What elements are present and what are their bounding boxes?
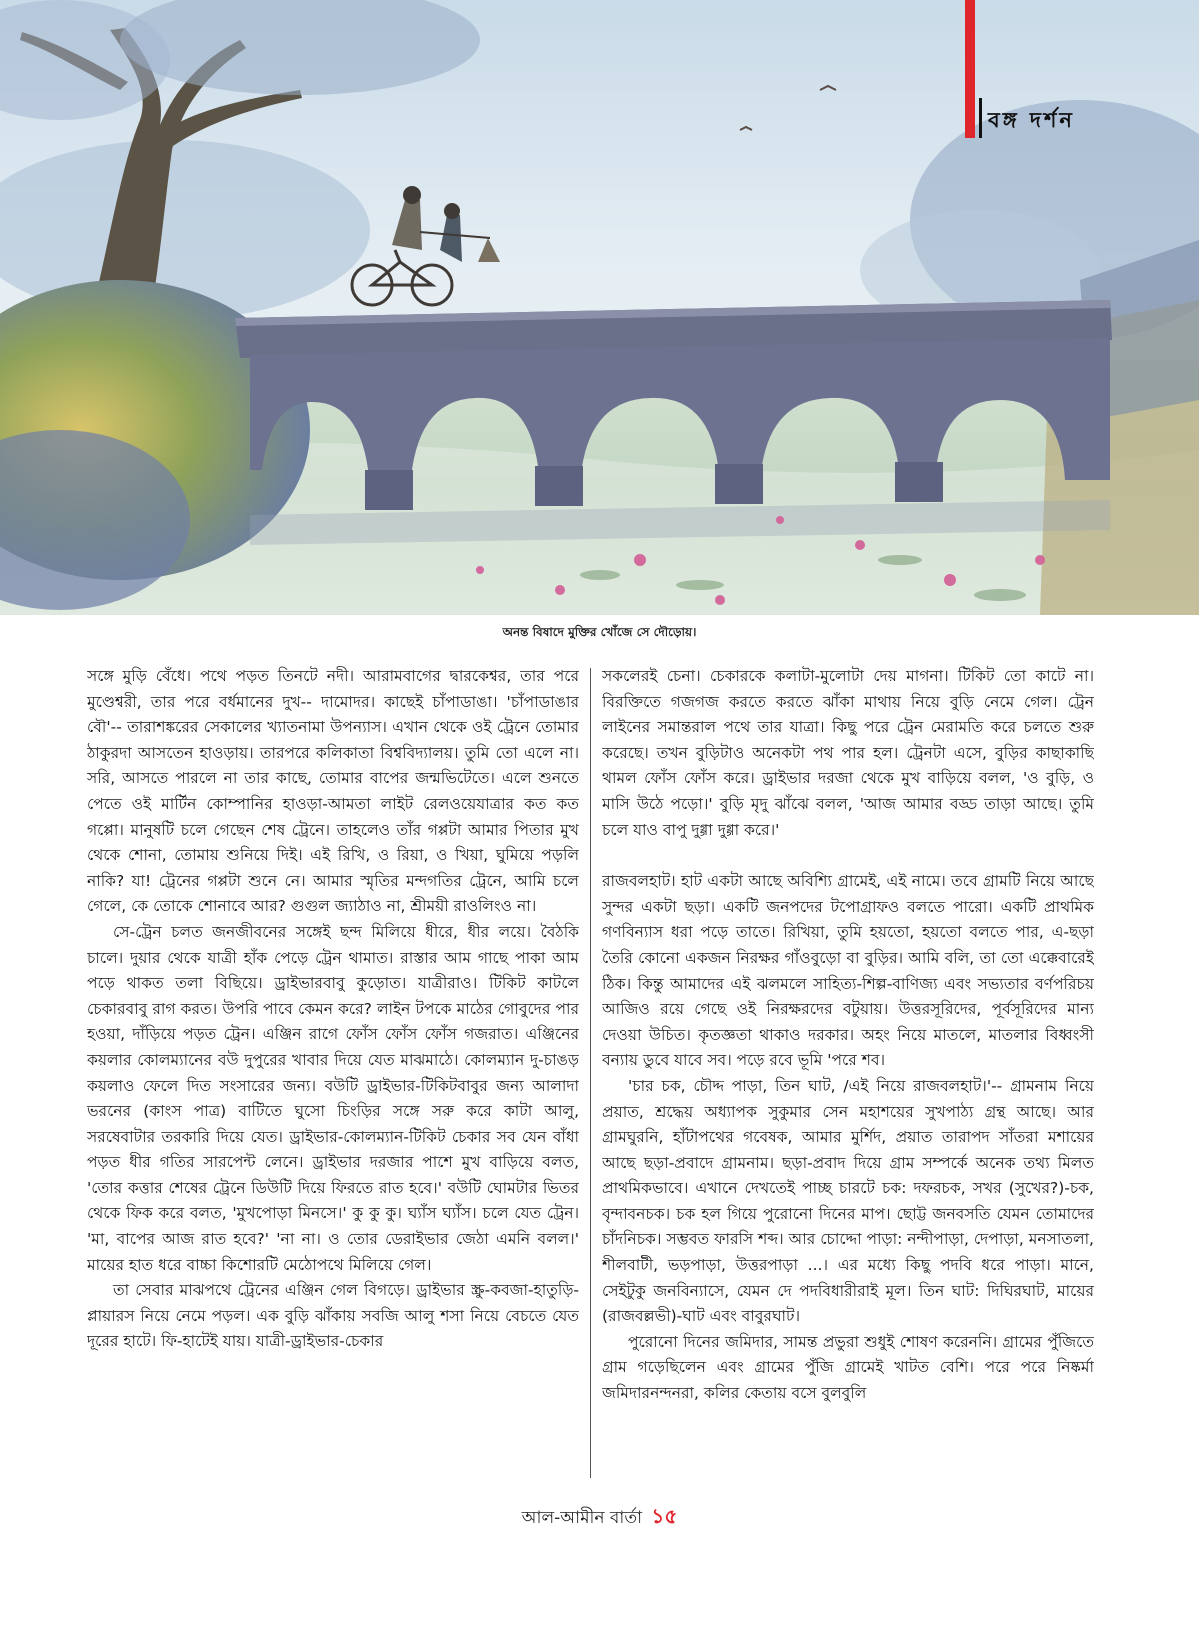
hero-illustration <box>0 0 1199 615</box>
page-footer <box>0 1502 1199 1535</box>
paragraph-gap <box>602 843 1094 869</box>
paragraph: সঙ্গে মুড়ি বেঁধে। পথে পড়ত তিনটে নদী। আরামবাগের দ্বারকেশ্বর, তার পরে মুণ্ডেশ্বরী, তার পরে বর্ধমানের দুখ-- দামোদর। কাছেই চাঁপাডাঙা। 'চাঁপাডাঙার বৌ'-- তারাশঙ্করের সেকালের খ্যাতনামা উপন্যাস। এখান থেকে ওই ট্রেনে তোমার ঠাকুরদা আসতেন হাওড়ায়। তারপরে কলিকাতা বিশ্ববিদ্যালয়। তুমি তো এলে না। সরি, আসতে পারলে না তার কাছে, তোমার বাপের জন্মভিটেতে। এলে শুনতে পেতে ওই মার্টিন কোম্পানির হাওড়া-আমতা লাইট রেলওয়েযাত্রার কত কত গপ্পো। মানুষটি চলে গেছেন শেষ ট্রেনে। তাহলেও তাঁর গপ্পটা আমার পিতার মুখ থেকে শোনা, তোমায় শুনিয়ে দিই। এই রিখি, ও রিয়া, ও খিয়া, ঘুমিয়ে পড়লি নাকি? যা! ট্রেনের গপ্পটা শুনে নে। আমার স্মৃতির মন্দগতির ট্রেনে, আমি চলে গেলে, কে তোকে শোনাবে আর? গুগুল জ্যাঠাও না, শ্রীময়ী রাওলিংও না। <box>87 667 579 916</box>
section-accent-bar <box>965 0 975 138</box>
section-divider-bar <box>979 98 982 138</box>
left-column <box>87 664 579 1482</box>
paragraph: 'চার চক, চৌদ্দ পাড়া, তিন ঘাট, /এই নিয়ে রাজবলহাট।'-- গ্রামনাম নিয়ে প্রয়াত, শ্রদ্ধেয় অধ্যাপক সুকুমার সেন মহাশয়ের সুখপাঠ্য গ্রন্থ আছে। আর গ্রামঘুরনি, হাঁটাপথের গবেষক, আমার মুর্শিদ, প্রয়াত তারাপদ সাঁতরা মশায়ের আছে ছড়া-প্রবাদে গ্রামনাম। ছড়া-প্রবাদ দিয়ে গ্রাম সম্পর্কে অনেক তথ্য মিলত প্রাথমিকভাবে। এখানে দেখতেই পাচ্ছ চারটে চক: দফরচক, সখর (সুখের?)-চক, বৃন্দাবনচক। চক হল গিয়ে পুরোনো দিনের মাপ। ছোট্ট জনবসতি যেমন তোমাদের চাঁদনিচক। সম্ভবত ফারসি শব্দ। আর চোদ্দো পাড়া: নন্দীপাড়া, দেপাড়া, মনসাতলা, শীলবাটী, ভড়পাড়া, উত্তরপাড়া ...। এর মধ্যে কিছু পদবি ধরে পাড়া। মানে, সেইটুকু জনবিন্যাসে, যেমন দে পদবিধারীরাই মূল। তিন ঘাট: দিঘিরঘাট, মায়ের (রাজবল্লভী)-ঘাট এবং বাবুরঘাট। <box>602 1076 1094 1326</box>
paragraph: সকলেরই চেনা। চেকারকে কলাটা-মুলোটা দেয় মাগনা। টিকিট তো কাটে না। বিরক্তিতে গজগজ করতে করতে ঝাঁকা মাথায় নিয়ে বুড়ি নেমে গেল। ট্রেন লাইনের সমান্তরাল পথে তার যাত্রা। কিছু পরে ট্রেন মেরামতি করে চলতে শুরু করেছে। তখন বুড়িটাও অনেকটা পথ পার হল। ট্রেনটা এসে, বুড়ির কাছাকাছি থামল ফোঁস ফোঁস করে। ড্রাইভার দরজা থেকে মুখ বাড়িয়ে বলল, 'ও বুড়ি, ও মাসি উঠে পড়ো।' বুড়ি মৃদু ঝাঁঝে বলল, 'আজ আমার বড্ড তাড়া আছে। তুমি চলে যাও বাপু দুগ্গা দুগ্গা করে।' <box>602 667 1094 839</box>
magazine-name: আল-আমীন বার্তা <box>521 1508 643 1528</box>
paragraph: তা সেবার মাঝপথে ট্রেনের এঞ্জিন গেল বিগড়ে। ড্রাইভার স্ক্রু-কবজা-হাতুড়ি-প্লায়ারস নিয়ে নেমে পড়ল। এক বুড়ি ঝাঁকায় সবজি আলু শসা নিয়ে বেচতে যেত দূরের হাটে। ফি-হাটেই যায়। যাত্রী-ড্রাইভার-চেকার <box>87 1281 579 1351</box>
section-title: বঙ্গ দর্শন <box>988 108 1075 132</box>
paragraph: পুরোনো দিনের জমিদার, সামন্ত প্রভুরা শুধুই শোষণ করেননি। গ্রামের পুঁজিতে গ্রাম গড়েছিলেন এবং গ্রামের পুঁজি গ্রামেই খাটত বেশি। পরে পরে নিষ্কর্মা জমিদারনন্দনরা, কলির কেতায় বসে বুলবুলি <box>602 1332 1094 1403</box>
right-column <box>602 664 1094 1482</box>
page-number: ১৫ <box>651 1504 678 1528</box>
paragraph: রাজবলহাট। হাট একটা আছে অবিশ্যি গ্রামেই, এই নামে। তবে গ্রামটি নিয়ে আছে সুন্দর একটা ছড়া। একটি জনপদের টপোগ্রাফও বলতে পারো। একটি প্রাথমিক গণবিন্যাস ধরা পড়ে তাতে। রিখিয়া, তুমি হয়তো, হয়তো বলতে পার, এ-ছড়া তৈরি কোনো একজন নিরক্ষর গাঁওবুড়ো বা বুড়ির। আমি বলি, তা তো এক্কেবারেই ঠিক। কিন্তু আমাদের এই ঝলমলে সাহিত্য-শিল্প-বাণিজ্য এবং সভ্যতার বর্ণপরিচয় আজিও রয়ে গেছে ওই নিরক্ষরদের বটুয়ায়। উত্তরসূরিদের, পূর্বসূরিদের মান্য দেওয়া উচিত। কৃতজ্ঞতা থাকাও দরকার। অহং নিয়ে মাতলে, মাতলার বিধ্বংসী বন্যায় ডুবে যাবে সব। পড়ে রবে ভূমি 'পরে শব। <box>602 872 1094 1070</box>
image-caption: অনন্ত বিষাদে মুক্তির খোঁজে সে দৌড়োয়। <box>502 625 697 639</box>
column-divider <box>590 668 591 1478</box>
paragraph: সে-ট্রেন চলত জনজীবনের সঙ্গেই ছন্দ মিলিয়ে ধীরে, ধীর লয়ে। বৈঠকি চালে। দুয়ার থেকে যাত্রী হাঁক পেড়ে ট্রেন থামাত। রাস্তার আম গাছে পাকা আম পড়ে থাকত তলা বিছিয়ে। ড্রাইভারবাবু কুড়োত। যাত্রীরাও। টিকিট কাটলে চেকারবাবু রাগ করত। উপরি পাবে কেমন করে? লাইন টপকে মাঠের গোবুদের পার হওয়া, দাঁড়িয়ে পড়ত ট্রেন। এঞ্জিন রাগে ফোঁস ফোঁস ফোঁস গজরাত। এঞ্জিনের কয়লার কোলম্যানের বউ দুপুরের খাবার দিয়ে যেত মাঝমাঠে। কোলম্যান দু-চাঙড় কয়লাও ফেলে দিত সংসারের জন্য। বউটি ড্রাইভার-টিকিটবাবুর জন্য আলাদা ভরনের (কাংস পাত্র) বাটিতে ঘুসো চিংড়ির সঙ্গে সরু করে কাটা আলু, সরষেবাটার তরকারি দিয়ে যেত। ড্রাইভার-কোলম্যান-টিকিট চেকার সব যেন বাঁধা পড়ত ধীর গতির সারপেন্ট লেনে। ড্রাইভার দরজার পাশে মুখ বাড়িয়ে বলত, 'তোর কত্তার শেষের ট্রেনে ডিউটি দিয়ে ফিরতে রাত হবে।' বউটি ঘোমটার ভিতর থেকে ফিক করে বলত, 'মুখপোড়া মিনসে।' কু কু কু। ঘ্যাঁস ঘ্যাঁস। চলে যেত ট্রেন। 'মা, বাপের আজ রাত হবে?' 'না না। ও তোর ডেরাইভার জেঠা এমনি বলল।' মায়ের হাত ধরে বাচ্চা কিশোরটি মেঠোপথে মিলিয়ে গেল। <box>87 922 579 1274</box>
watercolor-bridge-painting <box>0 0 1199 615</box>
